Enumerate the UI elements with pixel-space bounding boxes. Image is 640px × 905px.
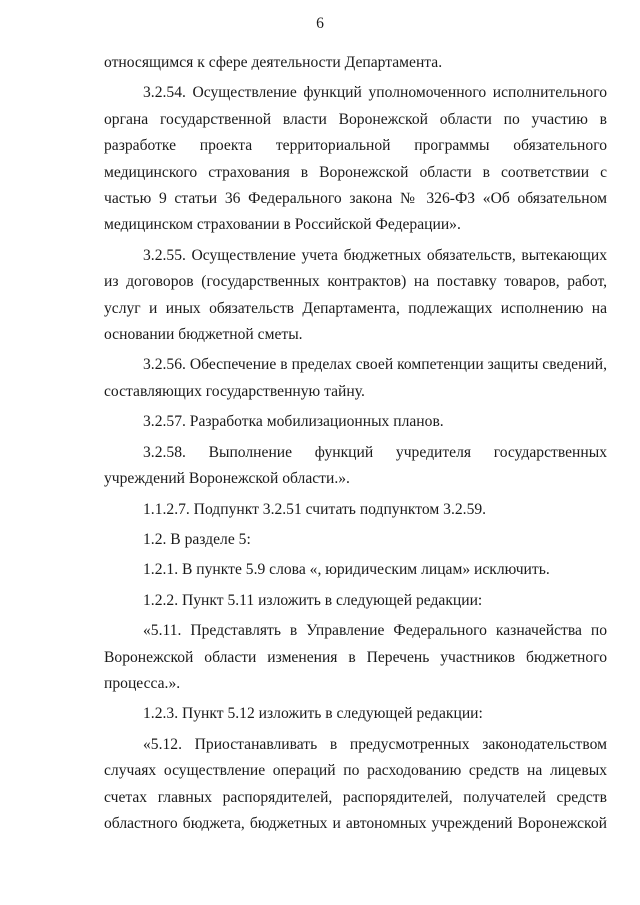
paragraph-continuation: относящимся к сфере деятельности Департамента. bbox=[104, 54, 443, 71]
paragraph-1-2: 1.2. В разделе 5: bbox=[143, 530, 251, 548]
paragraph-3-2-58: 3.2.58. Выполнение функций учредителя государственных учреждений Воронежской области.». bbox=[104, 443, 607, 488]
paragraph-3-2-55: 3.2.55. Осуществление учета бюджетных обязательств, вытекающих из договоров (государственных контрактов) на поставку товаров, работ, услуг и иных обязательств Департамента, подлежащих исполнению на основании бюджетной сметы. bbox=[104, 246, 607, 344]
paragraph-1-2-1: 1.2.1. В пункте 5.9 слова «, юридическим лицам» исключить. bbox=[143, 561, 550, 579]
document-body bbox=[104, 50, 607, 837]
paragraph-1-2-3: 1.2.3. Пункт 5.12 изложить в следующей редакции: bbox=[143, 705, 483, 723]
page-number: 6 bbox=[316, 15, 324, 32]
paragraph-5-11: «5.11. Представлять в Управление Федерального казначейства по Воронежской области изменения в Перечень участников бюджетного процесса.». bbox=[104, 622, 607, 692]
paragraph-3-2-57: 3.2.57. Разработка мобилизационных планов. bbox=[143, 413, 444, 431]
paragraph-3-2-56: 3.2.56. Обеспечение в пределах своей компетенции защиты сведений, составляющих государственную тайну. bbox=[104, 356, 607, 400]
paragraph-5-12: «5.12. Приостанавливать в предусмотренных законодательством случаях осуществление операций по расходованию средств на лицевых счетах главных распорядителей, распорядителей, получателей средств областного бюджета, бюджетных и автономных учреждений Воронежской bbox=[104, 735, 607, 832]
paragraph-1-2-2: 1.2.2. Пункт 5.11 изложить в следующей редакции: bbox=[143, 591, 483, 609]
paragraph-3-2-54: 3.2.54. Осуществление функций уполномоченного исполнительного органа государственной власти Воронежской области по участию в разработке проекта территориальной программы обязательного медицинского страхования в Воронежской области в соответствии с частью 9 статьи 36 Федерального закона № 326-ФЗ «Об обязательном медицинском страховании в Российской Федерации». bbox=[104, 84, 607, 234]
paragraph-1-1-2-7: 1.1.2.7. Подпункт 3.2.51 считать подпунктом 3.2.59. bbox=[143, 500, 487, 518]
